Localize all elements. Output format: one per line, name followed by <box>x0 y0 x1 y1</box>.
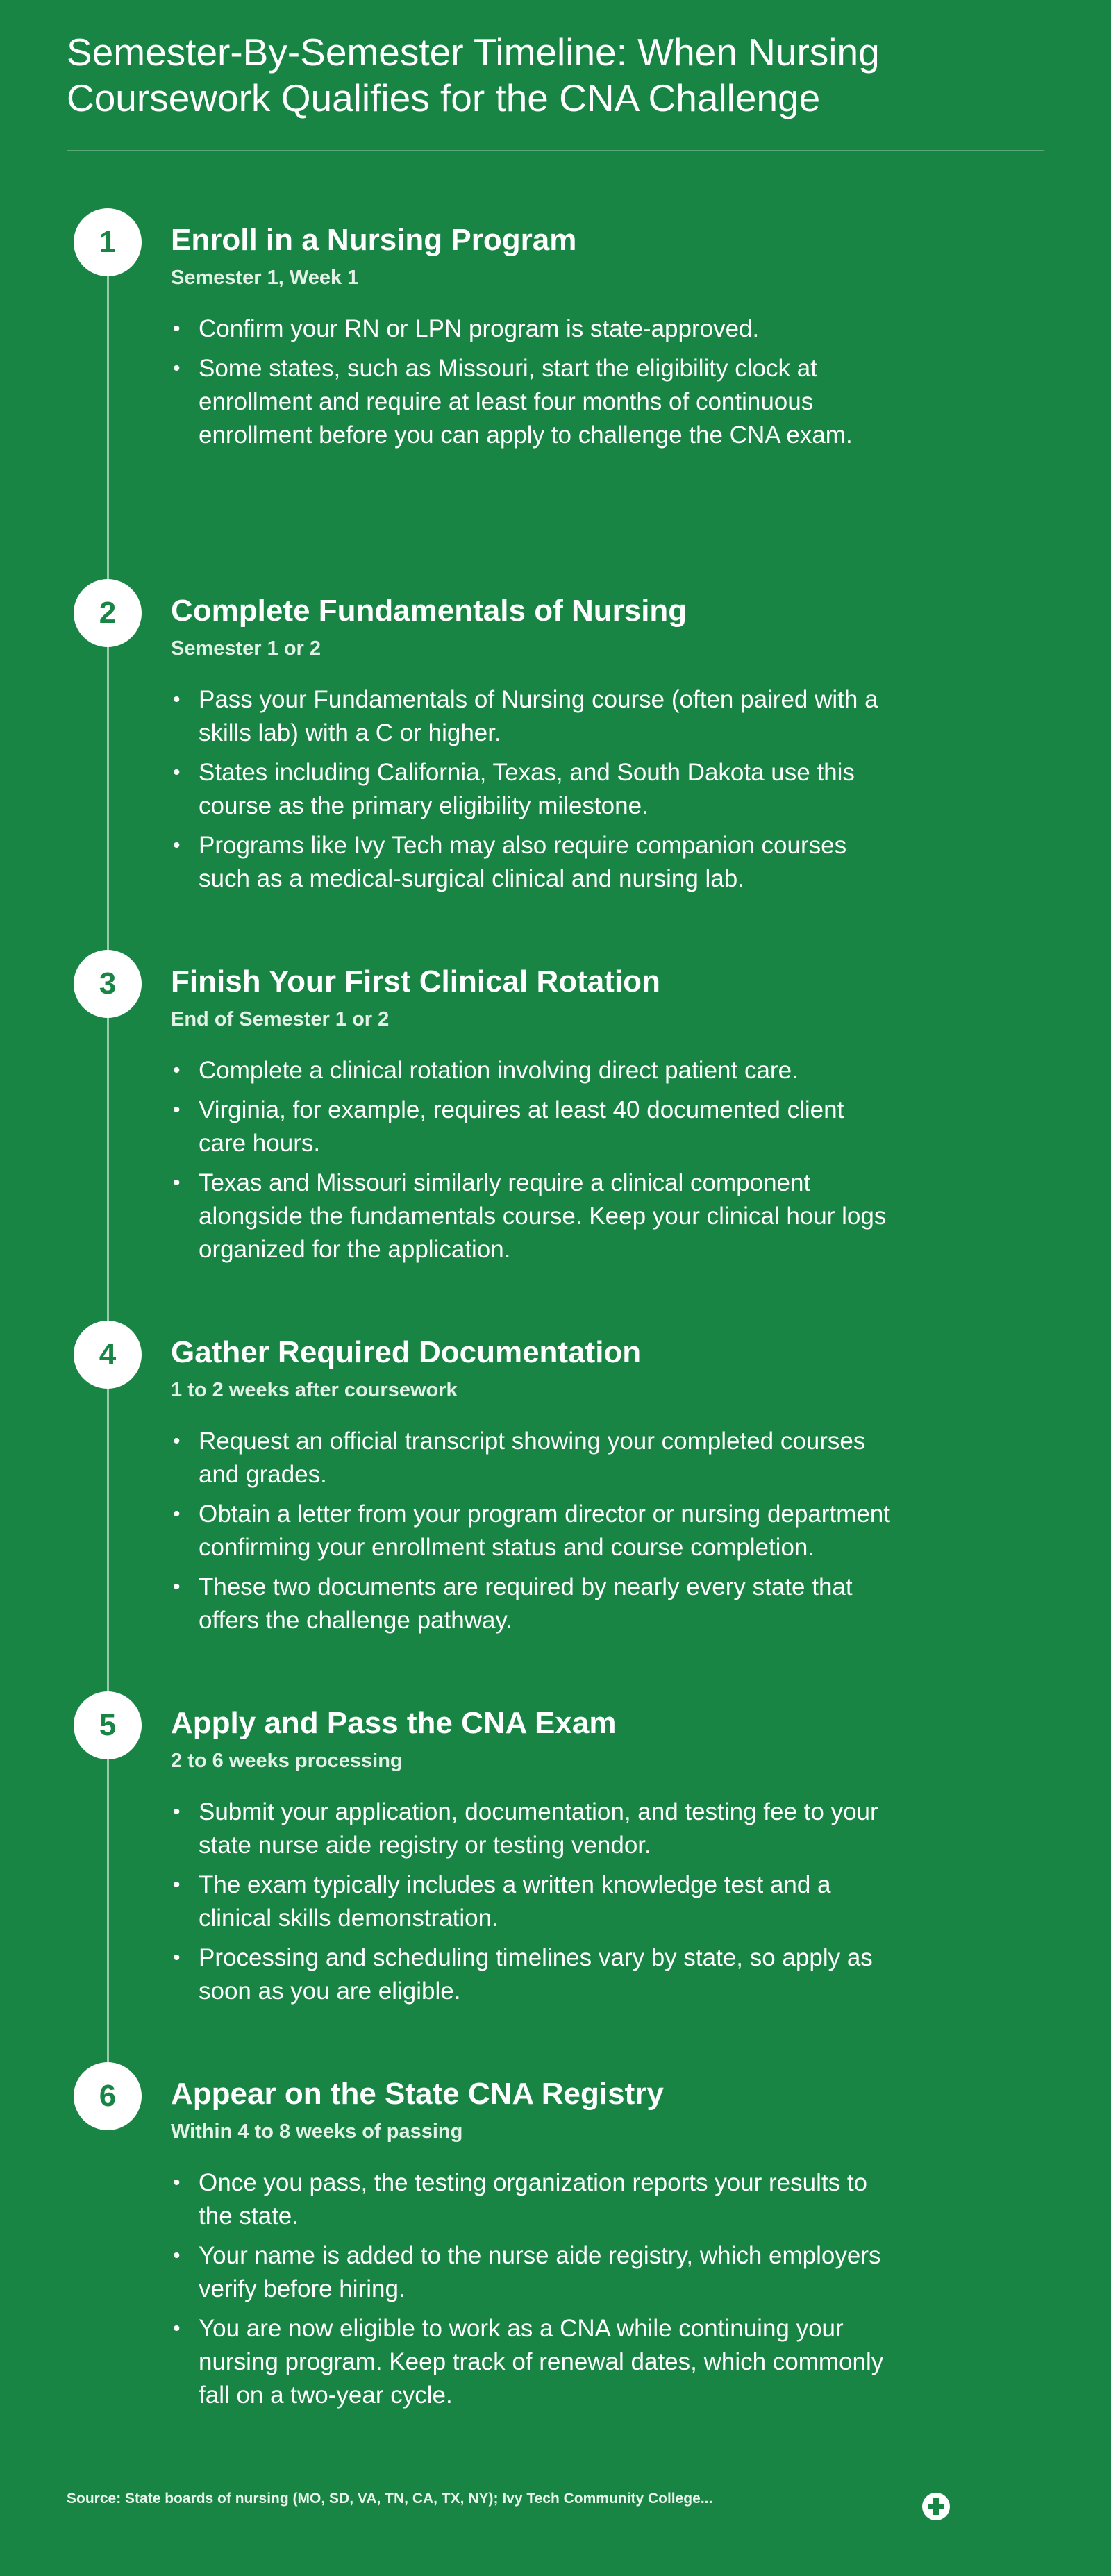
step-3-number-badge: 3 <box>74 950 142 1018</box>
step-2 <box>171 593 893 902</box>
step-6-bullet: • Your name is added to the nurse aide registry, which employers verify before hiring. <box>171 2239 893 2306</box>
step-4-bullet: • Request an official transcript showing your completed courses and grades. <box>171 1425 893 1491</box>
step-5-bullets <box>171 1796 893 2008</box>
step-3-bullet: • Virginia, for example, requires at least 40 documented client care hours. <box>171 1094 893 1160</box>
step-1-number-badge: 1 <box>74 208 142 276</box>
step-6-bullet: • You are now eligible to work as a CNA while continuing your nursing program. Keep track of renewal dates, which commonly fall on a two-year cycle. <box>171 2312 893 2412</box>
step-4-timing: 1 to 2 weeks after coursework <box>171 1379 458 1401</box>
step-4-bullets <box>171 1425 893 1637</box>
page-title: Semester-By-Semester Timeline: When Nursing Coursework Qualifies for the CNA Challenge <box>67 31 880 119</box>
step-5-bullet: • Submit your application, documentation, and testing fee to your state nurse aide registry or testing vendor. <box>171 1796 893 1862</box>
step-4-number-badge: 4 <box>74 1321 142 1389</box>
step-1 <box>171 222 893 458</box>
step-5-bullet: • Processing and scheduling timelines vary by state, so apply as soon as you are eligible. <box>171 1941 893 2008</box>
step-2-timing: Semester 1 or 2 <box>171 637 321 660</box>
step-3-bullet: • Texas and Missouri similarly require a clinical component alongside the fundamentals course. Keep your clinical hour logs organized for the application. <box>171 1166 893 1266</box>
step-5-number-badge: 5 <box>74 1691 142 1759</box>
step-1-bullets <box>171 312 893 452</box>
step-6-bullets <box>171 2166 893 2412</box>
step-5 <box>171 1705 893 2014</box>
step-4 <box>171 1335 893 1644</box>
step-2-number-badge: 2 <box>74 579 142 647</box>
step-3-bullet: • Complete a clinical rotation involving direct patient care. <box>171 1054 893 1087</box>
step-1-bullet: • Confirm your RN or LPN program is state-approved. <box>171 312 893 346</box>
step-6 <box>171 2076 893 2418</box>
step-2-bullet: • Programs like Ivy Tech may also require companion courses such as a medical-surgical clinical and nursing lab. <box>171 829 893 896</box>
step-5-bullet: • The exam typically includes a written knowledge test and a clinical skills demonstration. <box>171 1868 893 1935</box>
step-2-bullet: • Pass your Fundamentals of Nursing course (often paired with a skills lab) with a C or higher. <box>171 683 893 750</box>
step-6-title: Appear on the State CNA Registry <box>171 2077 664 2111</box>
step-4-bullet: • Obtain a letter from your program director or nursing department confirming your enrollment status and course completion. <box>171 1498 893 1564</box>
source-note: Source: State boards of nursing (MO, SD, VA, TN, CA, TX, NY); Ivy Tech Community College... <box>67 2491 713 2507</box>
step-2-bullets <box>171 683 893 896</box>
timeline-line <box>107 243 109 2097</box>
step-1-bullet: • Some states, such as Missouri, start the eligibility clock at enrollment and require at least four months of continuous enrollment before you can apply to challenge the CNA exam. <box>171 352 893 452</box>
step-4-bullet: • These two documents are required by nearly every state that offers the challenge pathway. <box>171 1571 893 1637</box>
header-divider <box>67 150 1044 151</box>
step-3-title: Finish Your First Clinical Rotation <box>171 964 660 998</box>
step-1-title: Enroll in a Nursing Program <box>171 223 577 257</box>
step-5-timing: 2 to 6 weeks processing <box>171 1750 403 1772</box>
step-3-timing: End of Semester 1 or 2 <box>171 1008 390 1030</box>
step-2-title: Complete Fundamentals of Nursing <box>171 594 687 628</box>
step-6-number-badge: 6 <box>74 2062 142 2130</box>
step-3 <box>171 964 893 1273</box>
step-4-title: Gather Required Documentation <box>171 1335 642 1369</box>
medical-cross-icon <box>922 2493 950 2520</box>
step-3-bullets <box>171 1054 893 1266</box>
step-6-bullet: • Once you pass, the testing organization reports your results to the state. <box>171 2166 893 2233</box>
step-2-bullet: • States including California, Texas, and South Dakota use this course as the primary eligibility milestone. <box>171 756 893 823</box>
step-5-title: Apply and Pass the CNA Exam <box>171 1706 617 1740</box>
step-6-timing: Within 4 to 8 weeks of passing <box>171 2121 463 2143</box>
step-1-timing: Semester 1, Week 1 <box>171 267 359 289</box>
